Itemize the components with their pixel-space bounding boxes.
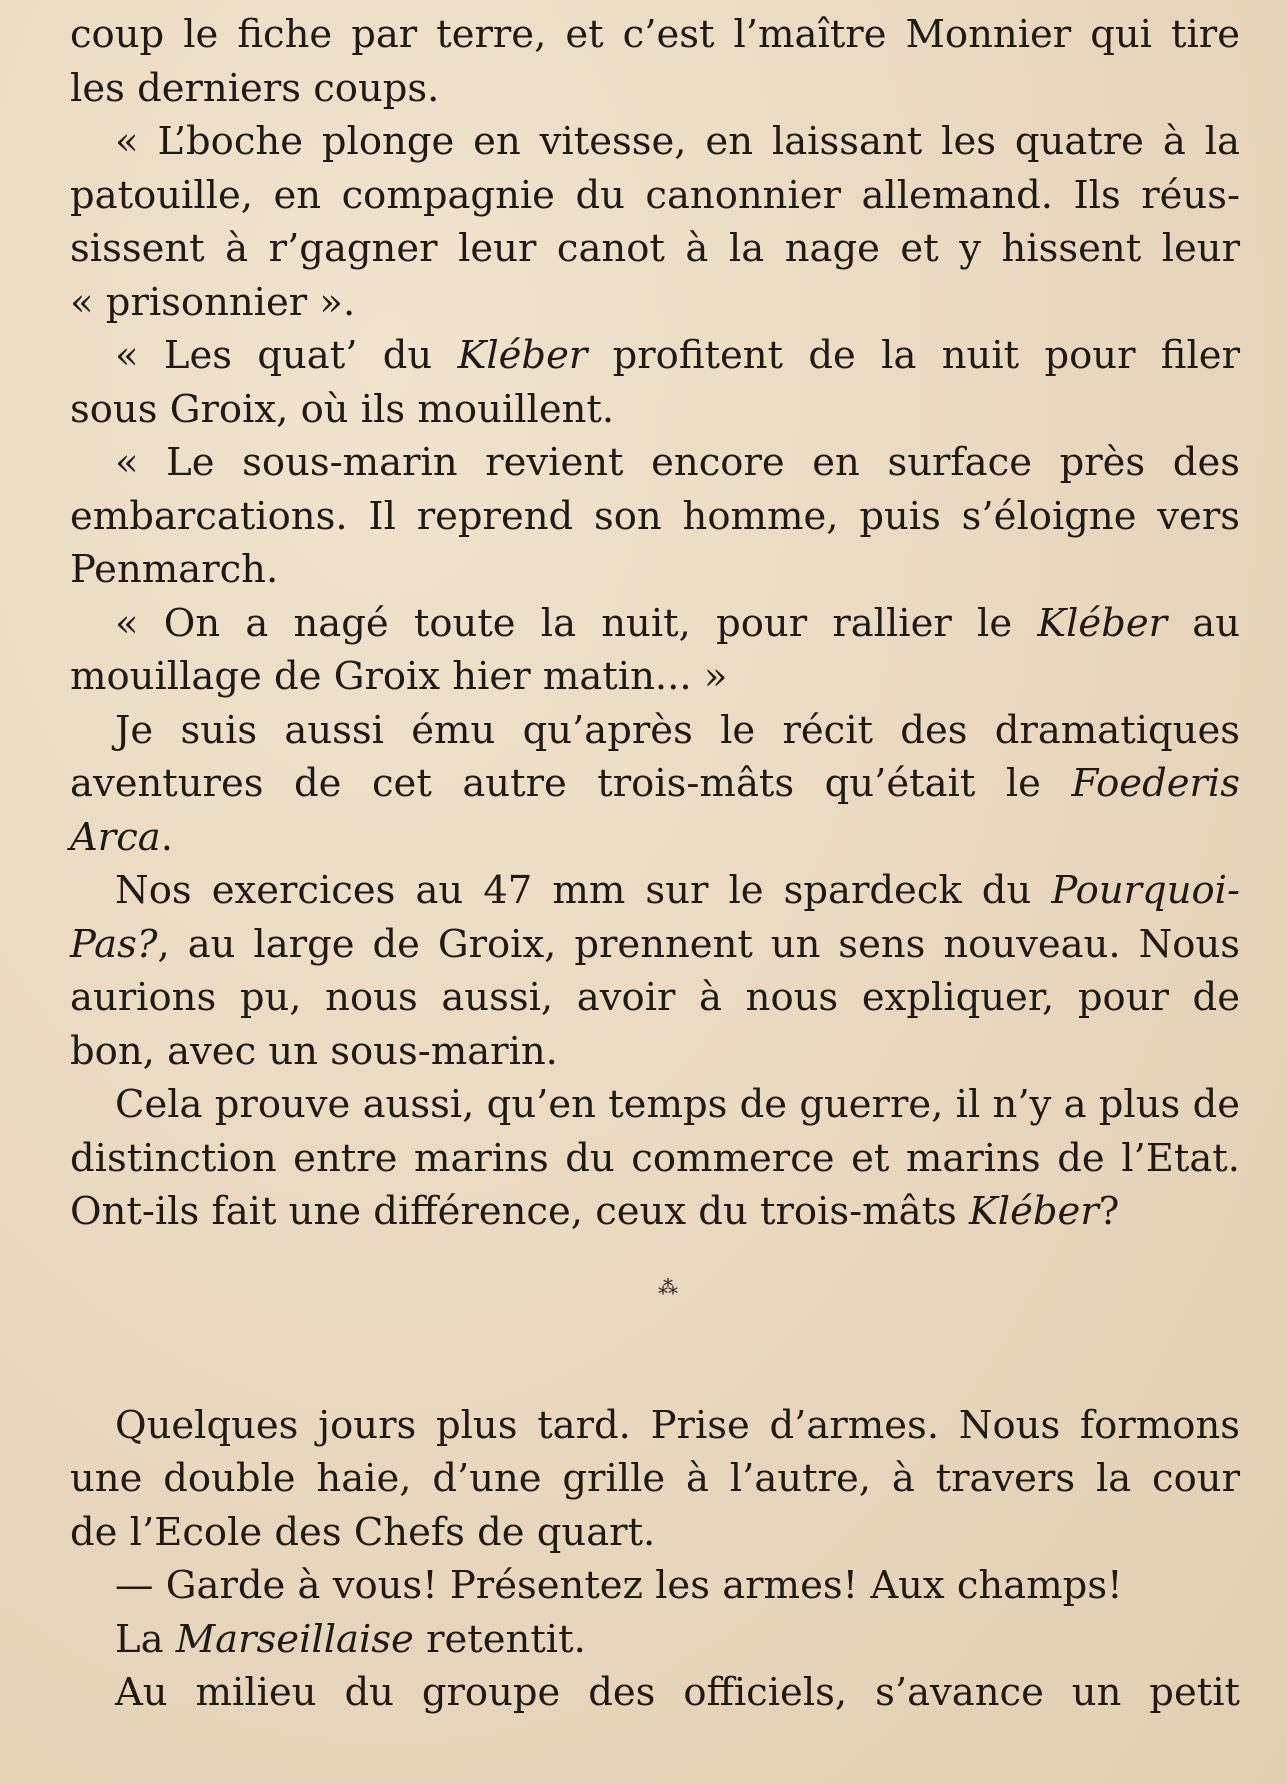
- text-line: patouille, en compagnie du canonnier allemand. Ils réus-: [70, 172, 1240, 218]
- text-line: Penmarch.: [70, 547, 279, 592]
- italic-title: Pourquoi-: [1051, 868, 1240, 913]
- text-line: distinction entre marins du commerce et marins de l’Etat.: [70, 1135, 1240, 1181]
- text-line: coup le fiche par terre, et c’est l’maître Monnier qui tire: [70, 12, 1240, 57]
- text-line: Je suis aussi ému qu’après le récit des dramatiques: [115, 707, 1240, 753]
- text-block-upper: [70, 8, 1240, 1239]
- text-run: La: [115, 1616, 176, 1662]
- text-run: Ont-ils fait une différence, ceux du trois-mâts: [70, 1189, 970, 1234]
- text-run: « On a nagé toute la nuit, pour rallier le: [115, 600, 1038, 646]
- text-line: sissent à r’gagner leur canot à la nage et y hissent leur: [70, 226, 1240, 271]
- text-block-lower: [70, 1399, 1240, 1720]
- text-run: retentit.: [413, 1616, 586, 1662]
- text-line: une double haie, d’une grille à l’autre, à travers la cour: [70, 1456, 1240, 1501]
- text-line: [70, 1185, 1240, 1239]
- text-line: mouillage de Groix hier matin... »: [70, 654, 728, 699]
- text-run: , au large de Groix, prennent un sens nouveau. Nous: [157, 921, 1240, 967]
- text-run: au: [1167, 600, 1240, 646]
- text-line: aurions pu, nous aussi, avoir à nous expliquer, pour de: [70, 975, 1240, 1020]
- text-line: Au milieu du groupe des officiels, s’avance un petit: [115, 1670, 1240, 1715]
- italic-title: Foederis: [1071, 761, 1240, 806]
- text-line: bon, avec un sous-marin.: [70, 1028, 558, 1074]
- text-line: sous Groix, où ils mouillent.: [70, 386, 615, 432]
- text-line: [70, 918, 1240, 972]
- text-line: [70, 1613, 1240, 1667]
- text-line: « L’boche plonge en vitesse, en laissant les quatre à la: [115, 119, 1240, 164]
- text-line: « Le sous-marin revient encore en surface près des: [115, 440, 1240, 485]
- section-break: [70, 1239, 1240, 1399]
- text-run: Nos exercices au 47 mm sur le spardeck du: [115, 868, 1052, 913]
- italic-title: Pas?: [70, 921, 158, 967]
- text-line: [70, 811, 1240, 865]
- text-line: [70, 864, 1240, 918]
- book-page: [70, 8, 1240, 1720]
- text-line: embarcations. Il reprend son homme, puis s’éloigne vers: [70, 493, 1240, 539]
- italic-title: Kléber: [1037, 600, 1168, 646]
- text-run: ?: [1098, 1189, 1120, 1234]
- text-run: .: [160, 814, 173, 860]
- text-line: [70, 757, 1240, 811]
- text-line: Quelques jours plus tard. Prise d’armes. Nous formons: [115, 1402, 1240, 1448]
- text-line: « prisonnier ».: [70, 279, 356, 325]
- italic-title: Kléber: [457, 333, 588, 378]
- text-line: [70, 597, 1240, 651]
- italic-title: Kléber: [969, 1189, 1099, 1234]
- italic-title: Marseillaise: [175, 1616, 414, 1662]
- text-run: aventures de cet autre trois-mâts qu’était le: [70, 761, 1072, 806]
- italic-title: Arca: [70, 814, 161, 860]
- asterism-ornament: ⁂: [658, 1274, 678, 1299]
- text-line: de l’Ecole des Chefs de quart.: [70, 1509, 656, 1555]
- text-line: — Garde à vous! Présentez les armes! Aux champs!: [115, 1563, 1123, 1608]
- text-run: « Les quat’ du: [115, 333, 458, 378]
- text-line: Cela prouve aussi, qu’en temps de guerre, il n’y a plus de: [115, 1082, 1240, 1127]
- text-line: [70, 329, 1240, 383]
- text-line: les derniers coups.: [70, 65, 440, 111]
- text-run: profitent de la nuit pour filer: [587, 333, 1240, 378]
